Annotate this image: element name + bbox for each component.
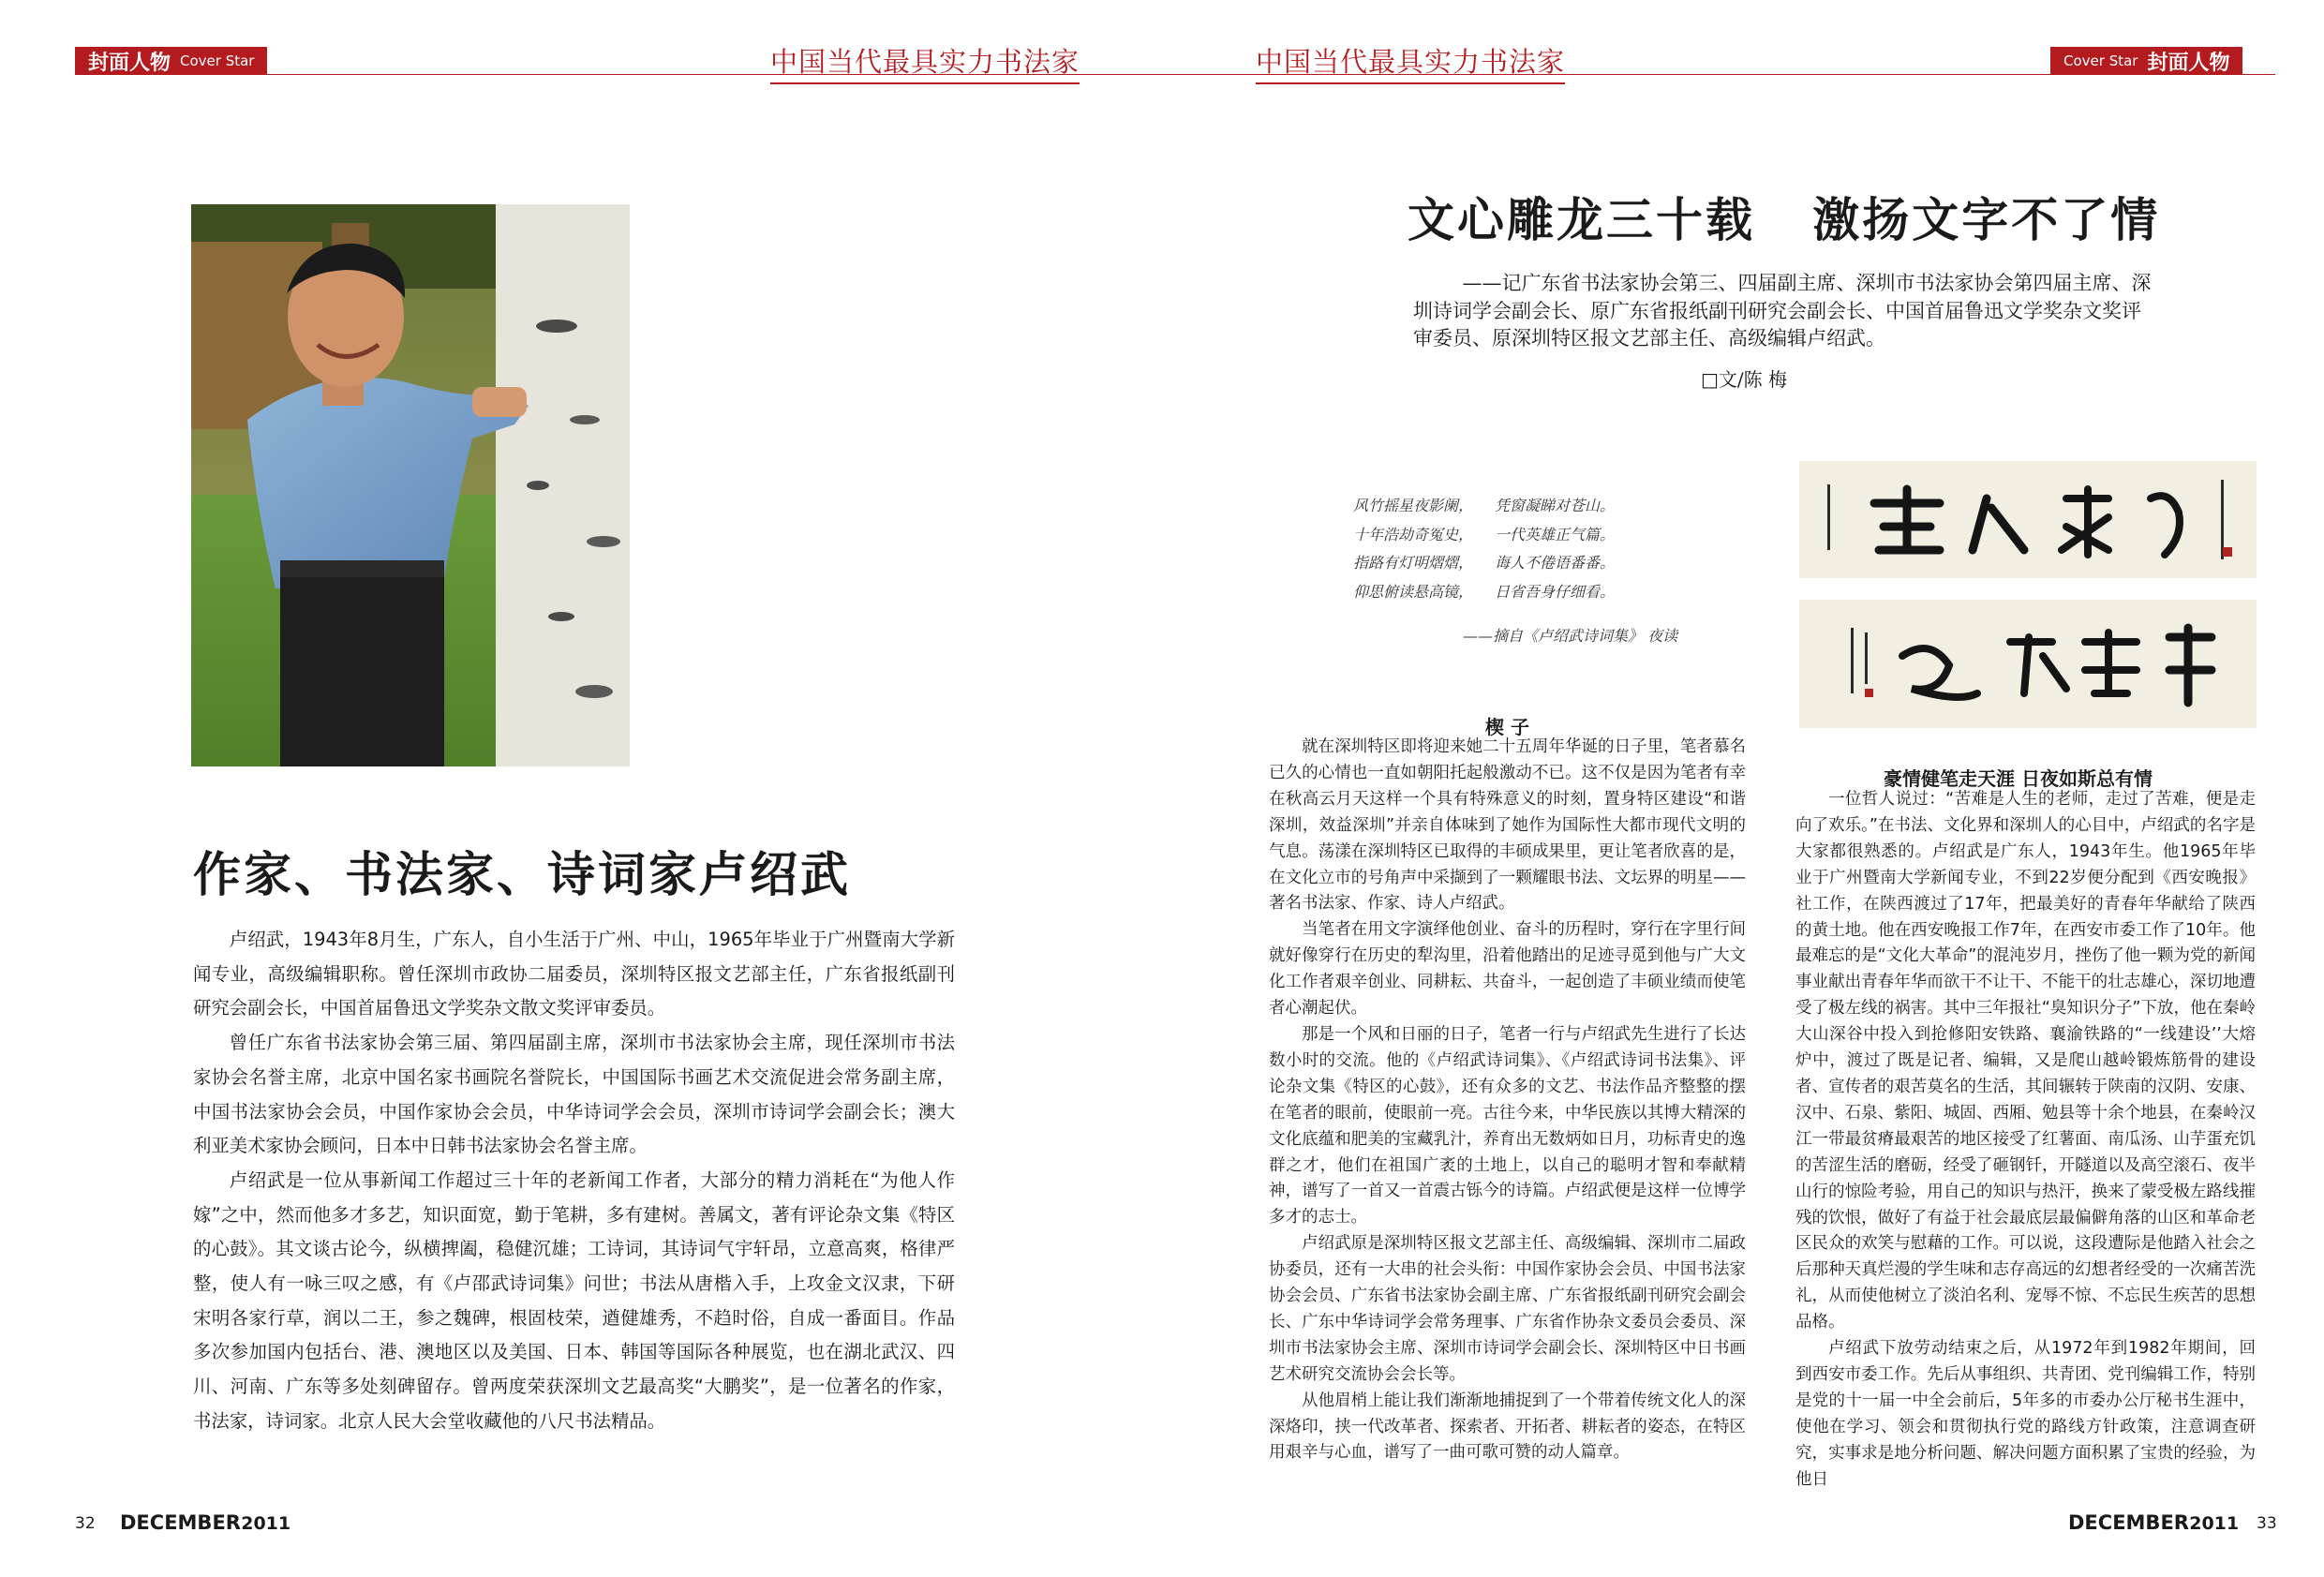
byline: □文/陈 梅 [1701, 368, 1787, 391]
subtitle-text: ——记广东省书法家协会第三、四届副主席、深圳市书法家协会第四届主席、深圳诗词学会副会长、原广东省报纸副刊研究会副会长、中国首届鲁迅文学奖杂文奖评审委员、原深圳特区报文艺部主任、高级编辑卢绍武。 [1413, 272, 2152, 350]
running-head-right: 中国当代最具实力书法家 [1256, 41, 1565, 84]
poem-line: 诲人不倦语番番。 [1495, 554, 1616, 572]
poem-line: 一代英雄正气篇。 [1495, 525, 1616, 543]
poem-source: ——摘自《卢绍武诗词集》 夜读 [1463, 627, 1678, 645]
header-rule [75, 74, 2275, 75]
bio-paragraph: 曾任广东省书法家协会第三届、第四届副主席，深圳市书法家协会主席，现任深圳市书法家协会名誉主席，北京中国名家书画院名誉院长，中国国际书画艺术交流促进会常务副主席，中国书法家协会会员，中国作家协会会员，中华诗词学会会员，深圳市诗词学会副会长；澳大利亚美术家协会顾问，日本中日韩书法家协会名誉主席。 [193, 1032, 955, 1157]
article-column-2 [1795, 787, 2256, 1493]
bio-paragraph: 卢绍武是一位从事新闻工作超过三十年的老新闻工作者，大部分的精力消耗在“为他人作嫁”之中，然而他多才多艺，知识面宽，勤于笔耕，多有建树。善属文，著有评论杂文集《特区的心鼓》。其文谈古论今，纵横捭阖，稳健沉雄；工诗词，其诗词气宇轩昂，立意高爽，格律严整，使人有一咏三叹之感，有《卢邵武诗词集》问世；书法从唐楷入手，上攻金文汉隶，下研宋明各家行草，润以二王，参之魏碑，根固枝荣，遒健雄秀，不趋时俗，自成一番面目。作品多次参加国内包括台、港、澳地区以及美国、日本、韩国等国际各种展览，也在湖北武汉、四川、河南、广东等多处刻碑留存。曾两度荣获深圳文艺最高奖“大鹏奖”，是一位著名的作家，书法家，诗词家。北京人民大会堂收藏他的八尺书法精品。 [193, 1168, 955, 1432]
calligraphy-image-bottom [1799, 600, 2257, 728]
left-page-bio [193, 923, 955, 1439]
article-paragraph: 一位哲人说过：“苦难是人生的老师，走过了苦难，便是走向了欢乐。”在书法、文化界和深圳人的心目中，卢绍武的名字是大家都很熟悉的。卢绍武是广东人，1943年生。他1965年毕业于广州暨南大学新闻专业，不到22岁便分配到《西安晚报》社工作，在陕西渡过了17年，把最美好的青春年华献给了陕西的黄土地。他在西安晚报工作7年，在西安市委工作了10年。他最难忘的是“文化大革命”的混沌岁月，挫伤了他一颗为党的新闻事业献出青春年华而欲干不让干、不能干的壮志雄心，深切地遭受了极左线的祸害。其中三年报社“臭知识分子”下放，他在秦岭大山深谷中投入到抢修阳安铁路、襄渝铁路的“一线建设’’大熔炉中，渡过了既是记者、编辑，又是爬山越岭锻炼筋骨的建设者、宣传者的艰苦莫名的生活，其间辗转于陕南的汉阴、安康、汉中、石泉、紫阳、城固、西厢、勉县等十余个地县，在秦岭汉江一带最贫瘠最艰苦的地区接受了红薯面、南瓜汤、山芋蛋充饥的苦涩生活的磨砺，经受了砸钢钎，开隧道以及高空滚石、夜半山行的惊险考验，用自己的知识与热汗，换来了蒙受极左路线摧残的饮恨，做好了有益于社会最底层最偏僻角落的山区和革命老区民众的欢笑与慰藉的工作。可以说，这段遭际是他踏入社会之后那种天真烂漫的学生味和志存高远的幻想者经受的一次痛苦洗礼，从而使他树立了淡泊名利、宠辱不惊、不忘民生疾苦的思想品格。 [1795, 790, 2256, 1332]
page-number-left: 32 [75, 1514, 96, 1533]
section-tag-en: Cover Star [2063, 52, 2138, 69]
poem-line: 仰思俯读悬高镜， [1353, 582, 1474, 601]
section-tag-zh: 封面人物 [2147, 51, 2230, 75]
portrait-photo [191, 204, 630, 766]
article-subtitle [1413, 270, 2153, 353]
poem-block [1353, 492, 1615, 606]
poem-line: 日省吾身仔细看。 [1495, 582, 1616, 601]
article-paragraph: 那是一个风和日丽的日子，笔者一行与卢绍武先生进行了长达数小时的交流。他的《卢绍武诗词集》、《卢绍武诗词书法集》、评论杂文集《特区的心鼓》，还有众多的文艺、书法作品齐整整的摆在笔者的眼前，使眼前一亮。古往今来，中华民族以其博大精深的文化底蕴和肥美的宝藏乳汁，养育出无数炳如日月，功标青史的逸群之才，他们在祖国广袤的土地上，以自己的聪明才智和奉献精神，谱写了一首又一首震古铄今的诗篇。卢绍武便是这样一位博学多才的志士。 [1269, 1024, 1746, 1227]
article-paragraph: 卢绍武原是深圳特区报文艺部主任、高级编辑、深圳市二届政协委员，还有一大串的社会头衔：中国作家协会会员、中国书法家协会会员、广东省书法家协会副主席、广东省报纸副刊研究会副会长、广东中华诗词学会常务理事、广东省作协杂文委员会委员、深圳市书法家协会主席、深圳市诗词学会副会长、深圳特区中日书画艺术研究交流协会会长等。 [1269, 1234, 1746, 1384]
poem-line: 十年浩劫奇冤史， [1353, 525, 1474, 543]
section-tag-zh: 封面人物 [88, 51, 171, 75]
article-paragraph: 从他眉梢上能让我们渐渐地捕捉到了一个带着传统文化人的深深烙印，挟一代改革者、探索者、开拓者、耕耘者的姿态，在特区用艰辛与心血，谱写了一曲可歌可赞的动人篇章。 [1269, 1391, 1746, 1463]
running-head-left: 中国当代最具实力书法家 [770, 41, 1080, 84]
article-title: 文心雕龙三十载 激扬文字不了情 [1408, 193, 2161, 247]
section-heading-preface: 楔 子 [1485, 716, 1529, 738]
section-tag-right [2050, 47, 2242, 75]
issue-month-right: DECEMBER [2068, 1511, 2189, 1534]
section-tag-left [75, 47, 267, 75]
poem-line: 风竹摇星夜影阑， [1353, 497, 1474, 514]
calligraphy-image-top [1799, 461, 2257, 578]
bio-paragraph: 卢绍武，1943年8月生，广东人，自小生活于广州、中山，1965年毕业于广州暨南大学新闻专业，高级编辑职称。曾任深圳市政协二届委员，深圳特区报文艺部主任，广东省报纸副刊研究会副会长，中国首届鲁迅文学奖杂文散文奖评审委员。 [193, 929, 955, 1019]
issue-year-left: .2011 [234, 1513, 291, 1534]
article-paragraph: 卢绍武下放劳动结束之后，从1972年到1982年期间，回到西安市委工作。先后从事组织、共青团、党刊编辑工作，特别是党的十一届一中全会前后，5年多的市委办公厅秘书生涯中，使他在学习、领会和贯彻执行党的路线方针政策，注意调查研究，实事求是地分析问题、解决问题方面积累了宝贵的经验，为他日 [1795, 1339, 2256, 1489]
left-page-title: 作家、书法家、诗词家卢绍武 [193, 848, 852, 903]
issue-year-right: .2011 [2182, 1513, 2240, 1534]
issue-month-left: DECEMBER [120, 1511, 241, 1534]
page-number-right: 33 [2257, 1514, 2277, 1533]
section-tag-en: Cover Star [180, 52, 255, 69]
article-paragraph: 当笔者在用文字演绎他创业、奋斗的历程时，穿行在字里行间就好像穿行在历史的犁沟里，沿着他踏出的足迹寻觅到他与广大文化工作者艰辛创业、同耕耘、共奋斗，一起创造了丰硕业绩而使笔者心潮起伏。 [1269, 920, 1746, 1019]
article-paragraph: 就在深圳特区即将迎来她二十五周年华诞的日子里，笔者慕名已久的心情也一直如朝阳托起般激动不已。这不仅是因为笔者有幸在秋高云月天这样一个具有特殊意义的时刻，置身特区建设“和谐深圳，效益深圳”并亲自体味到了她作为国际性大都市现代文明的气息。荡漾在深圳特区已取得的丰硕成果里，更让笔者欣喜的是，在文化立市的号角声中采撷到了一颗耀眼书法、文坛界的明星——著名书法家、作家、诗人卢绍武。 [1269, 737, 1746, 914]
poem-line: 凭窗凝睇对苍山。 [1495, 497, 1616, 514]
article-column-1 [1269, 735, 1746, 1466]
section-heading-2: 豪情健笔走天涯 日夜如斯总有情 [1884, 767, 2153, 790]
poem-line: 指路有灯明熠熠， [1353, 554, 1474, 572]
